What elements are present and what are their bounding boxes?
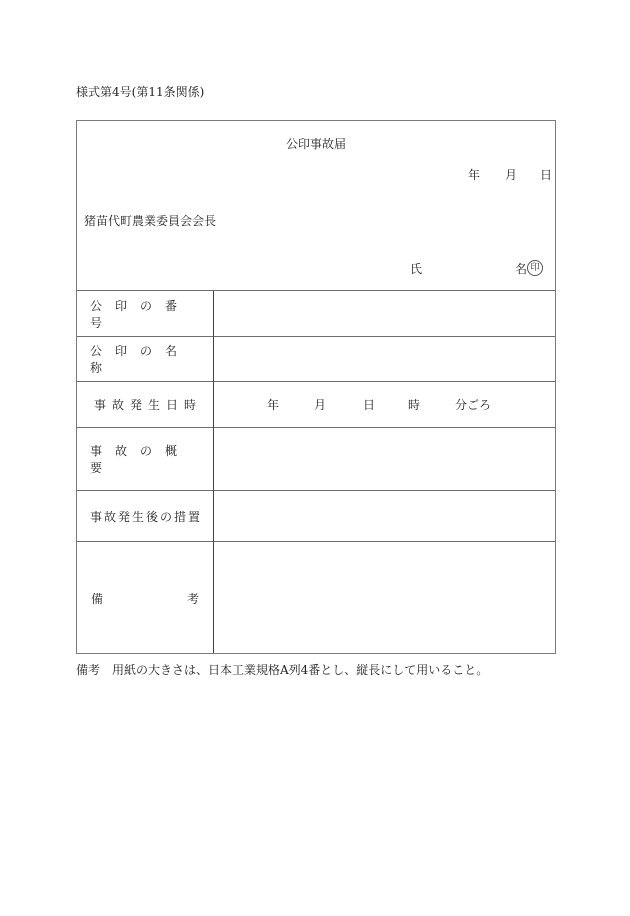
row-label-text: 事故の概要: [90, 444, 191, 475]
footnote: 備考 用紙の大きさは、日本工業規格A列4番とし、縦長にして用いること。: [76, 663, 489, 677]
date-year-label: 年: [468, 168, 481, 182]
date-month-label: 月: [505, 168, 518, 182]
seal-name-field[interactable]: [214, 337, 555, 381]
seal-icon: 印: [527, 260, 543, 276]
post-accident-measures-field[interactable]: [214, 491, 555, 541]
form-number: 様式第4号(第11条関係): [76, 85, 205, 99]
datetime-hour-label: 時: [408, 398, 421, 412]
row-label-text-right: 考: [186, 591, 199, 606]
accident-datetime-field[interactable]: [214, 382, 555, 427]
recipient: 猪苗代町農業委員会会長: [84, 214, 217, 228]
remarks-field[interactable]: [214, 542, 555, 654]
row-label-text: 事故発生日時: [93, 398, 202, 412]
seal-number-field[interactable]: [214, 291, 555, 336]
row-label-accident-summary: [77, 428, 213, 490]
accident-report-form: [76, 120, 556, 654]
datetime-month-label: 月: [314, 398, 327, 412]
row-label-text-left: 備: [91, 591, 104, 606]
row-label-text: 事故発生後の措置: [89, 509, 202, 524]
row-label-seal-number: [77, 291, 213, 336]
row-label-remarks: [77, 542, 213, 654]
datetime-year-label: 年: [267, 398, 280, 412]
datetime-minute-label: 分ごろ: [455, 398, 492, 412]
row-label-accident-datetime: [77, 382, 213, 427]
form-title: 公印事故届: [285, 137, 346, 151]
row-label-text: 公印の番号: [90, 298, 191, 330]
row-label-post-accident-measures: [77, 491, 213, 541]
name-label-given: 名: [515, 262, 528, 276]
name-label-surname: 氏: [410, 262, 423, 276]
row-label-text: 公印の名称: [90, 344, 191, 375]
date-day-label: 日: [540, 168, 553, 182]
datetime-day-label: 日: [363, 398, 376, 412]
accident-summary-field[interactable]: [214, 428, 555, 490]
row-label-seal-name: [77, 337, 213, 381]
